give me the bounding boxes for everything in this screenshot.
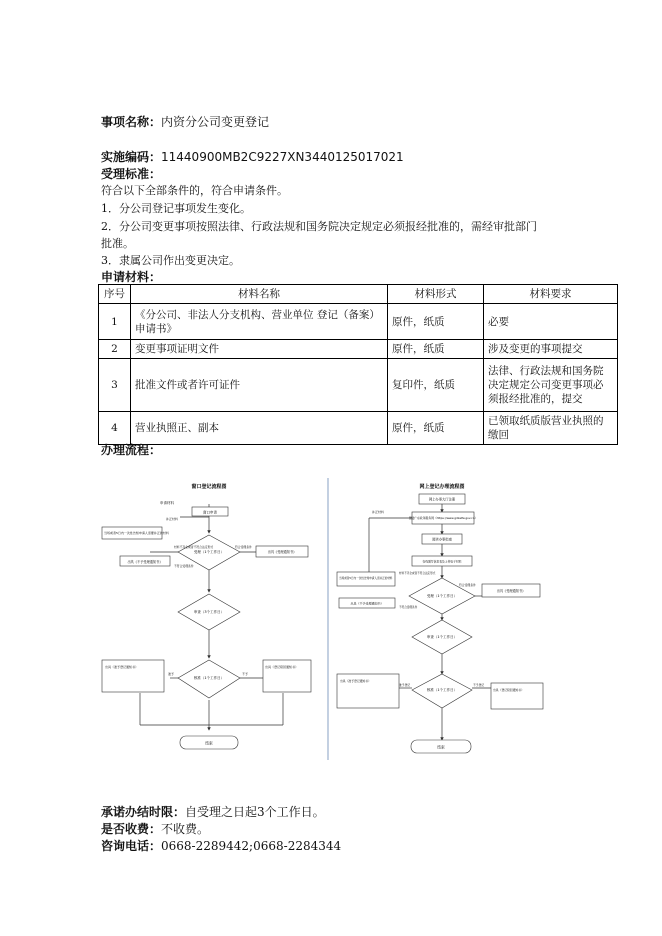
material-name: 变更事项证明文件 <box>131 340 388 359</box>
online-registration-flowchart <box>327 478 547 760</box>
material-requirement: 已领取纸质版营业执照的缴回 <box>484 412 618 445</box>
flow-node-text: 窗口申请 <box>203 510 217 515</box>
standard-line: 批准。 <box>101 237 134 250</box>
item-name-row <box>101 113 269 130</box>
row-number: 2 <box>99 340 131 359</box>
flow-node-text: 出具《准予登记通知书》 <box>340 679 371 683</box>
fee-label: 是否收费： <box>101 822 162 836</box>
material-name: 《分公司、非法人分支机构、营业单位 登记（备案）申请书》 <box>131 304 388 340</box>
flow-node-text: 当场或者5日内一次性告知申请人需补正的材料 <box>339 577 393 580</box>
materials-label: 申请材料： <box>101 270 162 284</box>
flow-node-text: 阅读办事指南 <box>432 537 452 542</box>
deadline-value: 自受理之日起3个工作日。 <box>185 805 325 819</box>
flow-node-text: 受理（1个工作日） <box>193 550 225 554</box>
implementation-code-value: 11440900MB2C9227XN3440125017021 <box>161 150 404 164</box>
header-cell: 序号 <box>99 285 131 304</box>
material-requirement: 法律、行政法规和国务院决定规定公司变更事项必须报经批准的，提交 <box>484 359 618 412</box>
deadline-label: 承诺办结时限： <box>101 805 186 819</box>
table-row <box>99 412 618 445</box>
row-number: 1 <box>99 304 131 340</box>
table-row <box>99 304 618 340</box>
edge-label: 不符合受理条件 <box>399 606 418 609</box>
flow-node-text: 出具《登记驳回通知书》 <box>493 688 524 692</box>
flow-node-text: 审查（1个工作日） <box>426 635 458 639</box>
material-name: 批准文件或者许可证件 <box>131 359 388 412</box>
flow-node-text: 在线填写信息表及上传电子材料 <box>422 559 462 564</box>
flowchart-title: 窗口登记流程图 <box>191 484 227 490</box>
phone-label: 咨询电话： <box>101 839 162 853</box>
flow-node <box>491 683 543 709</box>
standard-line: 符合以下全部条件的，符合申请条件。 <box>101 184 288 197</box>
flow-node-text: 登陆广东政务服务网（https://www.gdzwfw.gov.cn） <box>408 516 478 520</box>
header-cell: 材料形式 <box>388 285 484 304</box>
flow-node-text: 网上办事大厅注册 <box>428 497 456 502</box>
edge-label: 不予 <box>242 672 249 676</box>
flow-node-text: 核准（1个工作日） <box>426 688 458 692</box>
table-header-row <box>99 285 618 304</box>
flow-node-text: 审查（3个工作日） <box>193 610 225 614</box>
material-form: 复印件，纸质 <box>388 359 484 412</box>
flow-node-text: 出具《不予受理通知书》 <box>350 601 384 606</box>
flow-node-text: 出具《受理通知书》 <box>267 550 297 554</box>
window-registration-flowchart <box>100 480 318 760</box>
edge-label: 不符合受理条件 <box>174 564 194 568</box>
material-form: 原件，纸质 <box>388 304 484 340</box>
flow-node-text: 出具《不予受理通知书》 <box>127 560 163 564</box>
flow-node-text: 出具《登记驳回通知书》 <box>265 665 299 669</box>
phone-value: 0668-2289442;0668-2284344 <box>161 839 342 853</box>
standard-line: 2．分公司变更事项按照法律、行政法规和国务院决定规定必须报经批准的，需经审批部门 <box>101 220 537 233</box>
phone-row <box>101 837 341 854</box>
standard-line: 1．分公司登记事项发生变化。 <box>101 202 251 215</box>
edge-label: 不予登记 <box>473 683 485 687</box>
flow-node-text: 结束 <box>205 740 213 746</box>
material-name: 营业执照正、副本 <box>131 412 388 445</box>
flow-node-text: 出具《准予登记通知书》 <box>105 665 139 669</box>
edge-label: 材料不齐全或者不符合法定形式 <box>174 545 214 549</box>
flow-node-text: 受理（1个工作日） <box>426 594 458 598</box>
flowchart-title: 网上登记办理流程图 <box>419 484 465 490</box>
flow-node-text: 出具《受理通知书》 <box>496 589 526 593</box>
edge-label: 补正材料 <box>372 510 385 514</box>
edge-label: 准予登记 <box>399 683 411 687</box>
header-cell: 材料名称 <box>131 285 388 304</box>
deadline-row <box>101 803 325 820</box>
process-label: 办理流程： <box>101 443 162 457</box>
edge-label: 准予 <box>168 672 175 676</box>
flow-node-text: 结束 <box>437 744 445 750</box>
standard-line: 3．隶属公司作出变更决定。 <box>101 254 240 267</box>
implementation-code-row <box>101 148 404 165</box>
table-row <box>99 340 618 359</box>
material-form: 原件，纸质 <box>388 412 484 445</box>
implementation-code-label: 实施编码： <box>101 150 162 164</box>
row-number: 4 <box>99 412 131 445</box>
edge-label: 符合受理条件 <box>459 583 476 587</box>
material-requirement: 涉及变更的事项提交 <box>484 340 618 359</box>
materials-table <box>98 284 618 445</box>
flow-node-text: 核准（1个工作日） <box>193 676 225 680</box>
item-name-label: 事项名称： <box>101 115 162 129</box>
row-number: 3 <box>99 359 131 412</box>
flow-node-text: 申请材料 <box>160 501 174 505</box>
material-form: 原件，纸质 <box>388 340 484 359</box>
flow-node-text: 当场或者5日内一次性告知申请人需要补正的材料 <box>104 531 169 535</box>
fee-value: 不收费。 <box>161 822 210 836</box>
header-cell: 材料要求 <box>484 285 618 304</box>
edge-label: 符合受理条件 <box>235 545 252 549</box>
edge-label: 补正材料 <box>166 517 179 521</box>
item-name-value: 内资分公司变更登记 <box>161 115 270 129</box>
acceptance-standard-label: 受理标准： <box>101 167 162 181</box>
table-row <box>99 359 618 412</box>
material-requirement: 必要 <box>484 304 618 340</box>
fee-row <box>101 820 209 837</box>
edge-label: 材料不齐全或者不符合法定形式 <box>399 572 436 575</box>
